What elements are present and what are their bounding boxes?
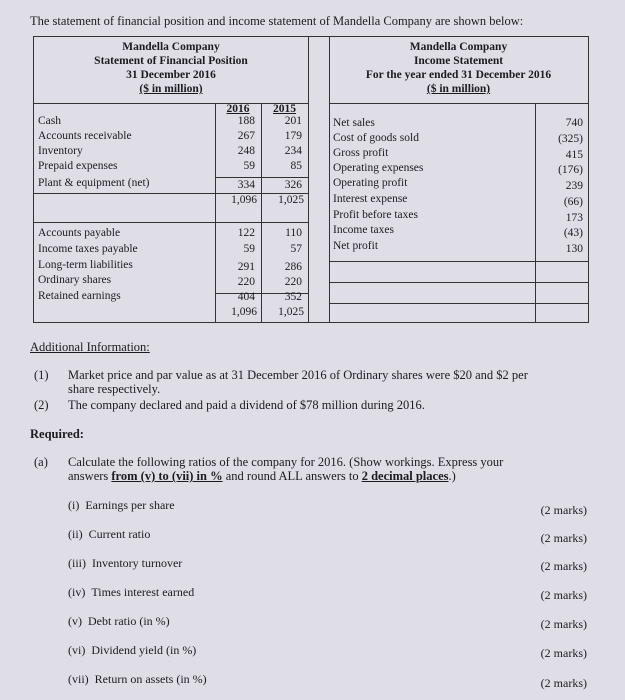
asset-label: Plant & equipment (net) bbox=[38, 177, 150, 189]
is-row-label: Net sales bbox=[333, 117, 375, 129]
is-row-label: Income taxes bbox=[333, 224, 394, 236]
instr-part-c: and round ALL answers to bbox=[222, 469, 362, 483]
liability-label: Ordinary shares bbox=[38, 274, 112, 286]
ratio-number: (iv) bbox=[68, 585, 86, 599]
ratio-text: Earnings per share bbox=[85, 498, 175, 512]
asset-2016: 267 bbox=[237, 130, 255, 142]
is-row-label: Operating profit bbox=[333, 177, 408, 189]
info-item-number: (1) bbox=[34, 368, 49, 382]
ratio-label bbox=[68, 527, 150, 542]
is-row-value: (176) bbox=[558, 164, 583, 176]
sfp-unit: ($ in million) bbox=[139, 83, 203, 95]
is-row-value: (66) bbox=[563, 196, 583, 208]
ratio-number: (vii) bbox=[68, 672, 89, 686]
instr-decimals: 2 decimal places bbox=[361, 469, 449, 483]
ratio-label bbox=[68, 643, 196, 658]
assets-total-2016: 1,096 bbox=[231, 194, 257, 206]
ratio-number: (iii) bbox=[68, 556, 86, 570]
ratio-label bbox=[68, 614, 170, 629]
asset-2015: 326 bbox=[284, 179, 302, 191]
liability-label: Accounts payable bbox=[38, 227, 121, 239]
asset-2016: 188 bbox=[237, 115, 255, 127]
ratio-marks: (2 marks) bbox=[540, 588, 587, 602]
is-row-value: (43) bbox=[563, 227, 583, 239]
is-row-value: (325) bbox=[558, 133, 583, 145]
asset-2015: 85 bbox=[290, 160, 302, 172]
required-heading: Required: bbox=[30, 427, 84, 441]
info-item-text: Market price and par value as at 31 December 2016 of Ordinary shares were $20 and $2 per bbox=[68, 368, 528, 382]
instr-part-a: answers bbox=[68, 469, 112, 483]
ratio-number: (i) bbox=[68, 498, 80, 512]
ratio-text: Inventory turnover bbox=[92, 556, 183, 570]
sfp-date: 31 December 2016 bbox=[126, 69, 216, 81]
ratio-marks: (2 marks) bbox=[540, 559, 587, 573]
ratio-label bbox=[68, 498, 175, 513]
liability-2016: 291 bbox=[237, 261, 255, 273]
is-row-value: 239 bbox=[565, 180, 583, 192]
is-company: Mandella Company bbox=[409, 41, 508, 53]
asset-2016: 59 bbox=[243, 160, 255, 172]
liability-2016: 122 bbox=[237, 227, 255, 239]
is-period: For the year ended 31 December 2016 bbox=[365, 69, 552, 81]
liabilities-total-2016: 1,096 bbox=[231, 306, 257, 318]
asset-2015: 201 bbox=[284, 115, 302, 127]
sfp-company: Mandella Company bbox=[122, 41, 220, 53]
asset-2015: 234 bbox=[284, 145, 302, 157]
ratio-marks: (2 marks) bbox=[540, 646, 587, 660]
liability-label: Long-term liabilities bbox=[38, 259, 133, 271]
asset-label: Cash bbox=[38, 115, 61, 127]
liability-2016: 220 bbox=[237, 276, 255, 288]
asset-label: Inventory bbox=[38, 145, 83, 157]
ratio-text: Debt ratio (in %) bbox=[88, 614, 170, 628]
instr-range: from (v) to (vii) in % bbox=[111, 469, 223, 483]
liability-label: Income taxes payable bbox=[38, 243, 138, 255]
assets-total-2015: 1,025 bbox=[278, 194, 304, 206]
asset-2016: 248 bbox=[237, 145, 255, 157]
is-row-value: 173 bbox=[565, 212, 583, 224]
additional-info-heading: Additional Information: bbox=[30, 340, 150, 354]
year-2016: 2016 bbox=[226, 103, 250, 115]
asset-2015: 179 bbox=[284, 130, 302, 142]
required-instruction-cont bbox=[68, 469, 456, 483]
ratio-marks: (2 marks) bbox=[540, 676, 587, 690]
ratio-marks: (2 marks) bbox=[540, 531, 587, 545]
liability-2015: 110 bbox=[285, 227, 302, 239]
ratio-number: (ii) bbox=[68, 527, 83, 541]
sfp-title: Statement of Financial Position bbox=[94, 55, 248, 67]
year-2015: 2015 bbox=[273, 103, 296, 115]
ratio-label bbox=[68, 556, 182, 571]
financial-statements-table bbox=[33, 36, 589, 323]
is-unit: ($ in million) bbox=[426, 83, 491, 95]
ratio-label bbox=[68, 672, 207, 687]
is-row-label: Interest expense bbox=[333, 193, 408, 205]
ratio-text: Return on assets (in %) bbox=[94, 672, 207, 686]
is-row-label: Operating expenses bbox=[333, 162, 424, 174]
intro-text: The statement of financial position and income statement of Mandella Company are shown below: bbox=[30, 14, 524, 28]
ratio-text: Times interest earned bbox=[91, 585, 195, 599]
instr-part-e: .) bbox=[448, 469, 456, 483]
liability-2015: 286 bbox=[284, 261, 302, 273]
asset-2016: 334 bbox=[237, 179, 255, 191]
liability-label: Retained earnings bbox=[38, 290, 121, 302]
asset-label: Accounts receivable bbox=[38, 130, 132, 142]
liability-2015: 352 bbox=[284, 291, 302, 303]
asset-label: Prepaid expenses bbox=[38, 160, 118, 172]
liability-2016: 59 bbox=[243, 243, 255, 255]
is-row-label: Profit before taxes bbox=[333, 209, 418, 221]
liabilities-total-2015: 1,025 bbox=[278, 306, 304, 318]
info-item-text-cont: share respectively. bbox=[68, 382, 161, 396]
is-row-value: 415 bbox=[565, 149, 583, 161]
liability-2015: 220 bbox=[284, 276, 302, 288]
ratio-text: Dividend yield (in %) bbox=[91, 643, 197, 657]
ratio-text: Current ratio bbox=[88, 527, 151, 541]
ratio-number: (v) bbox=[68, 614, 82, 628]
ratio-marks: (2 marks) bbox=[540, 617, 587, 631]
is-row-value: 740 bbox=[565, 117, 583, 129]
ratio-marks: (2 marks) bbox=[540, 503, 587, 517]
required-instruction: Calculate the following ratios of the company for 2016. (Show workings. Express your bbox=[68, 455, 504, 469]
info-item-number: (2) bbox=[34, 398, 49, 412]
ratio-label bbox=[68, 585, 194, 600]
part-label: (a) bbox=[34, 455, 48, 469]
liability-2016: 404 bbox=[237, 291, 255, 303]
liability-2015: 57 bbox=[290, 243, 302, 255]
is-row-label: Gross profit bbox=[333, 147, 389, 159]
is-row-value: 130 bbox=[565, 243, 583, 255]
info-item-text: The company declared and paid a dividend of $78 million during 2016. bbox=[68, 398, 425, 412]
is-row-label: Net profit bbox=[333, 240, 379, 252]
is-title: Income Statement bbox=[413, 55, 504, 67]
is-row-label: Cost of goods sold bbox=[333, 132, 419, 144]
ratio-number: (vi) bbox=[68, 643, 86, 657]
